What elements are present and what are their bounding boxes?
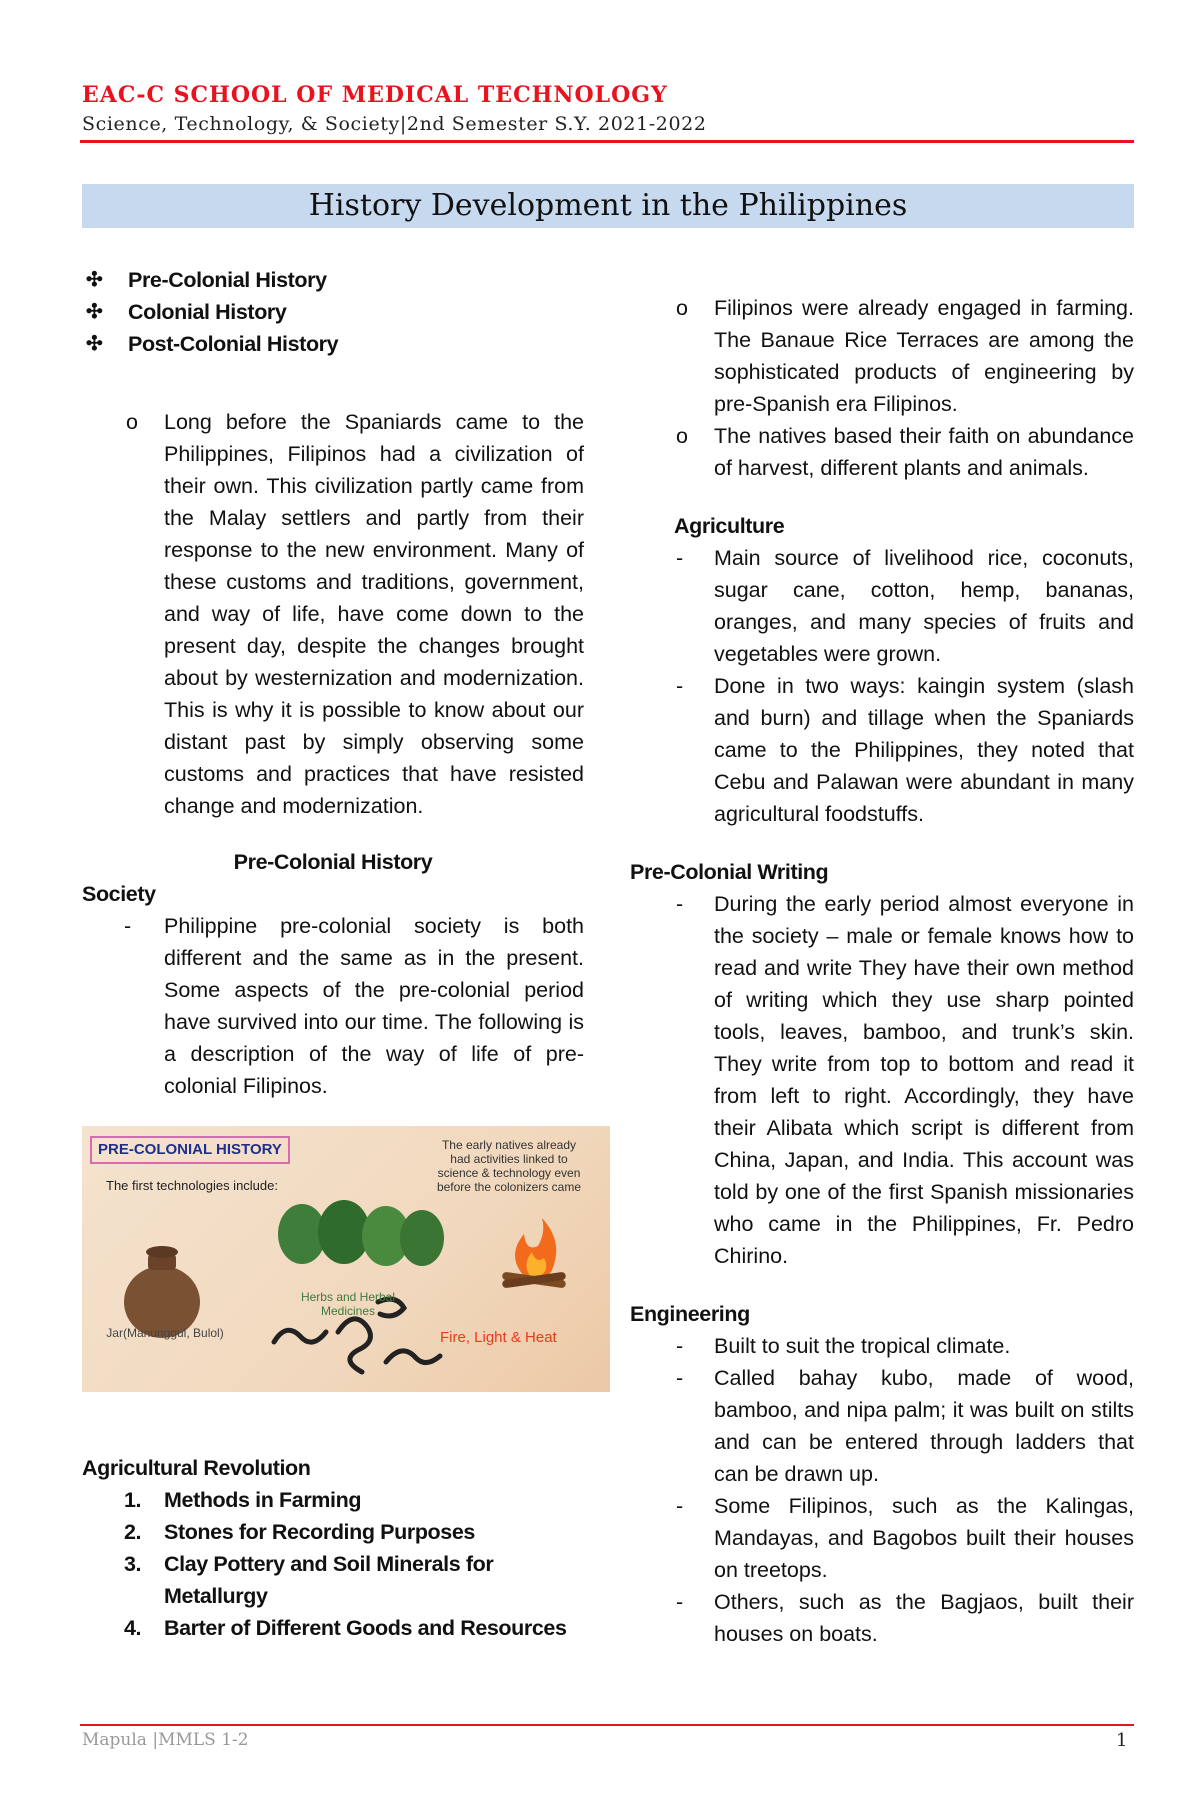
topic-list xyxy=(82,264,584,360)
diamond-bullet-icon: ✣ xyxy=(86,269,103,291)
topic-item: ✣ Post-Colonial History xyxy=(128,328,584,360)
engineering-item: - Some Filipinos, such as the Kalingas, Mandayas, and Bagobos built their houses on treetops. xyxy=(630,1490,1134,1586)
herbs-label: Herbs and Herbal Medicines xyxy=(300,1290,396,1318)
footer-divider xyxy=(80,1724,1134,1726)
spacer xyxy=(630,830,1134,856)
writing-item: - During the early period almost everyone in the society – male or female knows how to read and write They have their own method of writing which they use sharp pointed tools, leaves, bamboo, and trunk’s skin. They write from top to bottom and read it from left to right. Accordingly, they have their Alibata which script is different from China, Japan, and India. This account was told by one of the first Spanish missionaries who came in the Philippines, Fr. Pedro Chirino. xyxy=(630,888,1134,1272)
agriculture-heading: Agriculture xyxy=(674,514,785,538)
list-item: 1. Methods in Farming xyxy=(124,1488,362,1512)
herb-leaves-icon xyxy=(278,1200,444,1266)
dash-bullet: - xyxy=(676,1590,684,1614)
right-column xyxy=(630,292,1134,1650)
society-paragraph: - Philippine pre-colonial society is both different and the same as in the present. Some aspects of the pre-colonial period have survived into our time. The following is a description of the way of life of pre-colonial Filipinos. xyxy=(82,910,584,1102)
clay-jar-icon xyxy=(124,1246,200,1338)
spacer xyxy=(82,1392,584,1452)
agricultural-revolution-heading: Agricultural Revolution xyxy=(82,1456,311,1480)
figure-note: The early natives already had activities linked to science & technology even before the colonizers came xyxy=(436,1138,582,1194)
engineering-item: - Called bahay kubo, made of wood, bamboo, and nipa palm; it was built on stilts and can be entered through ladders that can be drawn up. xyxy=(630,1362,1134,1490)
circle-bullet-icon: o xyxy=(676,424,688,448)
dash-bullet: - xyxy=(676,1334,684,1358)
engineering-item: - Others, such as the Bagjaos, built their houses on boats. xyxy=(630,1586,1134,1650)
jar-label: Jar(Manunggul, Bulol) xyxy=(106,1326,224,1340)
precolonial-technology-figure xyxy=(82,1126,610,1392)
farming-bullet: o Filipinos were already engaged in farming. The Banaue Rice Terraces are among the sophisticated products of engineering by pre-Spanish era Filipinos. xyxy=(630,292,1134,420)
dash-bullet: - xyxy=(124,914,132,938)
header-divider xyxy=(80,140,1134,143)
dash-bullet: - xyxy=(676,1494,684,1518)
agriculture-item: - Main source of livelihood rice, coconuts, sugar cane, cotton, hemp, bananas, oranges, and many species of fruits and vegetables were grown. xyxy=(630,542,1134,670)
campfire-icon xyxy=(502,1218,566,1288)
faith-bullet: o The natives based their faith on abundance of harvest, different plants and animals. xyxy=(630,420,1134,484)
topic-item: ✣ Colonial History xyxy=(128,296,584,328)
left-column xyxy=(82,264,584,1644)
intro-paragraph: o Long before the Spaniards came to the Philippines, Filipinos had a civilization of their own. This civilization partly came from the Malay settlers and partly from their response to the new environment. Many of these customs and traditions, government, and way of life, have come down to the present day, despite the changes brought about by westernization and modernization. This is why it is possible to know about our distant past by simply observing some customs and practices that have resisted change and modernization. xyxy=(82,406,584,822)
precolonial-heading: Pre-Colonial History xyxy=(233,850,433,874)
topic-item: ✣ Pre-Colonial History xyxy=(128,264,584,296)
page-title: History Development in the Philippines xyxy=(82,184,1134,228)
engineering-item: - Built to suit the tropical climate. xyxy=(630,1330,1134,1362)
spacer xyxy=(630,484,1134,510)
writing-heading: Pre-Colonial Writing xyxy=(630,860,829,884)
dash-bullet: - xyxy=(676,674,684,698)
course-info: Science, Technology, & Society|2nd Semester S.Y. 2021-2022 xyxy=(82,113,707,135)
list-item: 4. Barter of Different Goods and Resources xyxy=(124,1616,567,1640)
spacer xyxy=(630,1272,1134,1298)
school-name: EAC-C SCHOOL OF MEDICAL TECHNOLOGY xyxy=(82,82,668,108)
dash-bullet: - xyxy=(676,1366,684,1390)
dash-bullet: - xyxy=(676,546,684,570)
circle-bullet-icon: o xyxy=(126,410,138,434)
agriculture-item: - Done in two ways: kaingin system (slash and burn) and tillage when the Spaniards came to the Philippines, they noted that Cebu and Palawan were abundant in many agricultural foodstuffs. xyxy=(630,670,1134,830)
society-heading: Society xyxy=(82,882,156,906)
figure-title: PRE-COLONIAL HISTORY xyxy=(90,1136,290,1164)
diamond-bullet-icon: ✣ xyxy=(86,333,103,355)
engineering-heading: Engineering xyxy=(630,1302,750,1326)
diamond-bullet-icon: ✣ xyxy=(86,301,103,323)
agricultural-revolution-list xyxy=(82,1484,584,1644)
page-number: 1 xyxy=(1116,1730,1128,1751)
fire-label: Fire, Light & Heat xyxy=(440,1329,557,1346)
list-item: 2. Stones for Recording Purposes xyxy=(124,1520,475,1544)
list-item: 3. Clay Pottery and Soil Minerals for Metallurgy xyxy=(124,1552,494,1608)
circle-bullet-icon: o xyxy=(676,296,688,320)
dash-bullet: - xyxy=(676,892,684,916)
figure-subtitle: The first technologies include: xyxy=(106,1178,278,1193)
footer-author: Mapula |MMLS 1-2 xyxy=(82,1730,249,1750)
